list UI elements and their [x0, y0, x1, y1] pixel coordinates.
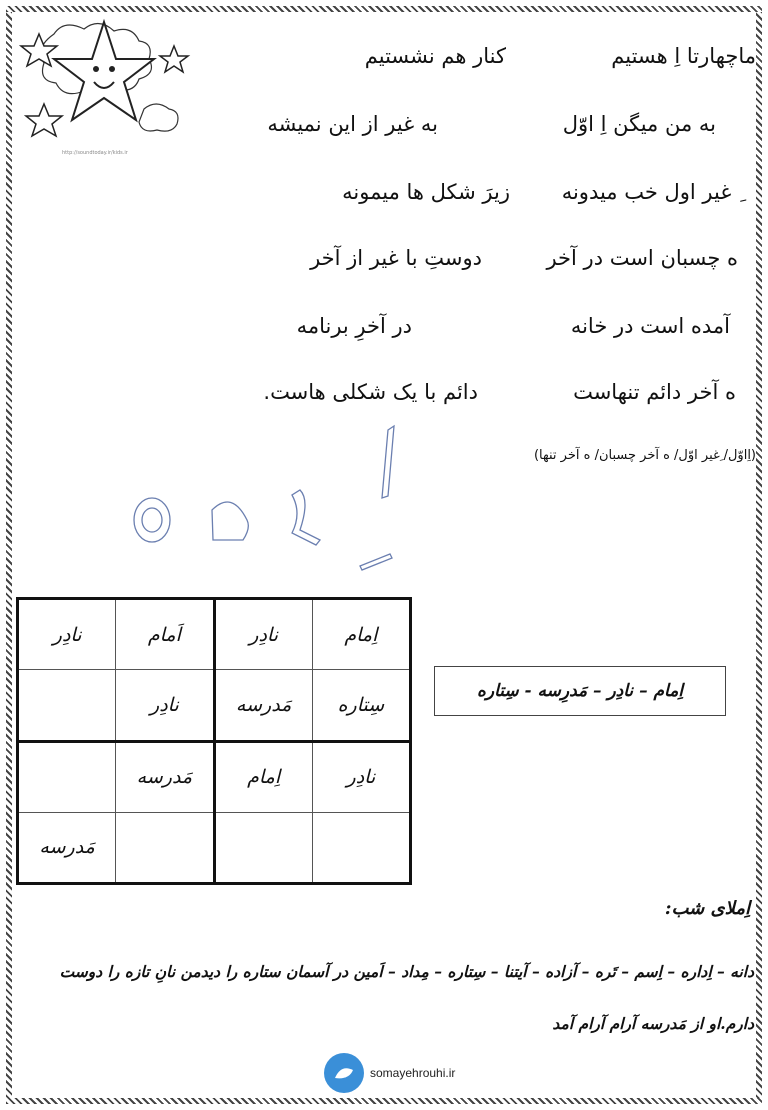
dictation-line-1: دانه – اِداره – اِسم – تَره – آزاده – آیتنا – سِتاره – مِداد – اَمین در آسمان ستاره را دیدمن نانِ تازه را دوست [59, 962, 754, 981]
grid-cell[interactable]: اِمام [312, 599, 410, 670]
grid-cell[interactable] [312, 812, 410, 883]
poem-line-6b: دائم با یک شکلی هاست. [263, 380, 478, 404]
grid-cell[interactable]: نادِر [312, 741, 410, 812]
dictation-line-2: دارم.او از مَدرسه آرام آرام آمد [552, 1014, 754, 1033]
grid-cell[interactable] [18, 670, 116, 741]
site-url[interactable]: somayehrouhi.ir [370, 1066, 456, 1080]
site-logo-icon [324, 1053, 364, 1093]
grid-cell[interactable]: سِتاره [312, 670, 410, 741]
poem-line-2a: به من میگن اِ اوّل [562, 112, 716, 136]
grid-cell[interactable]: مَدرسه [18, 812, 116, 883]
grid-cell[interactable] [214, 812, 312, 883]
poem-line-4b: دوستِ با غیر از آخر [310, 246, 482, 270]
letter-forms-hint: (اِاوّل/ ِغیر اوّل/ ه آخر چسبان/ ه آخر تنها) [533, 448, 756, 463]
poem-line-3b: زیرَ شکل ها میمونه [342, 180, 510, 204]
grid-cell[interactable]: نادِر [18, 599, 116, 670]
poem-line-3a: ِ غیر اول خب میدونه [561, 180, 738, 204]
grid-cell[interactable]: نادِر [116, 670, 214, 741]
dictation-title: اِملای شب: [664, 898, 750, 919]
stars-illustration [14, 14, 194, 154]
illustration-credit: http://soundtoday.ir/kids.ir [62, 150, 128, 156]
grid-cell[interactable] [116, 812, 214, 883]
grid-cell[interactable]: اَمام [116, 599, 214, 670]
word-bank-box: اِمام – نادِر – مَدرِسه - سِتاره [434, 666, 726, 716]
grid-cell[interactable]: اِمام [214, 741, 312, 812]
grid-cell[interactable]: مَدرسه [116, 741, 214, 812]
word-sudoku-grid [16, 597, 412, 885]
grid-cell[interactable] [18, 741, 116, 812]
poem-line-6a: ه آخر دائم تنهاست [573, 380, 736, 404]
poem-line-1b: کنار هم نشستیم [364, 44, 506, 68]
traced-letter-outlines [120, 420, 420, 580]
poem-line-4a: ه چسبان است در آخر [546, 246, 738, 270]
footer [324, 1053, 455, 1093]
poem-line-5b: در آخرِ برنامه [296, 314, 412, 338]
poem-line-2b: به غیر از این نمیشه [267, 112, 438, 136]
grid-cell[interactable]: مَدرسه [214, 670, 312, 741]
poem-line-5a: آمده است در خانه [570, 314, 730, 338]
poem-line-1a: ماچهارتا اِ هستیم [611, 44, 756, 68]
grid-cell[interactable]: نادِر [214, 599, 312, 670]
